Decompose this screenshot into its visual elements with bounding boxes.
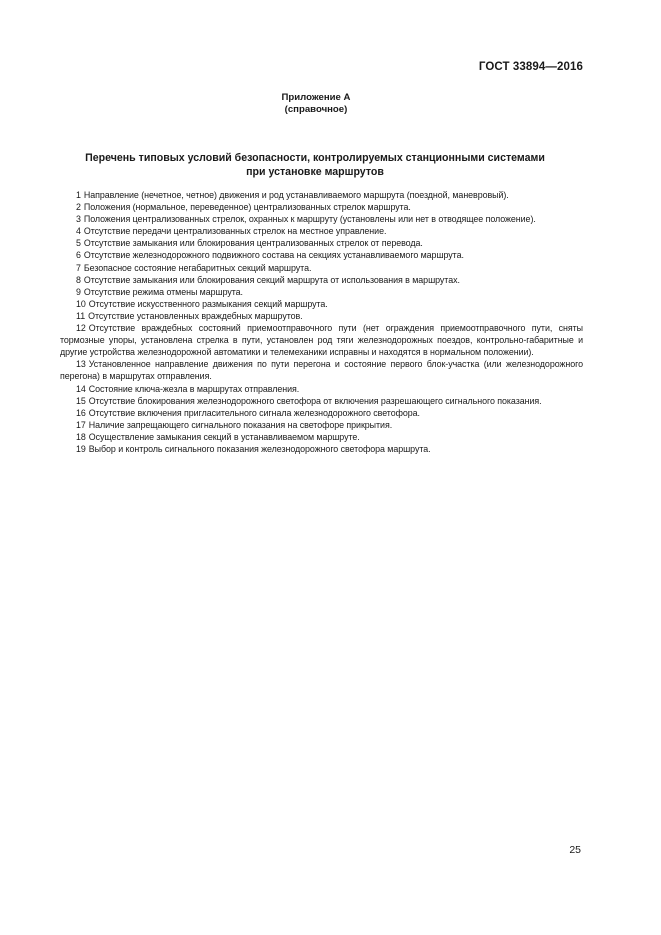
condition-number: 5: [76, 238, 81, 249]
condition-number: 1: [76, 190, 81, 200]
appendix-subtitle: (справочное): [284, 104, 348, 115]
condition-text: Положения (нормальное, переведенное) централизованных стрелок маршрута.: [83, 202, 411, 213]
condition-item: [60, 286, 583, 298]
condition-number: 2: [76, 202, 81, 213]
conditions-list: [60, 189, 583, 455]
condition-text: Отсутствие включения пригласительного сигнала железнодорожного светофора.: [88, 407, 420, 418]
condition-text: Отсутствие враждебных состояний приемоотправочного пути (нет ограждения приемоотправочного пути, сняты тормозные упоры, установлена стрелка в пути, установлен род тяги железнодорожных поездов, контрольно-габаритные и другие устройства железнодорожной автоматики и телемеханики исправны и находятся в нормальном положении).: [60, 323, 583, 358]
condition-number: 12: [76, 323, 86, 334]
condition-item: [60, 358, 583, 382]
condition-text: Направление (нечетное, четное) движения и род устанавливаемого маршрута (поездной, маневровый).: [83, 190, 509, 200]
condition-text: Состояние ключа-жезла в маршрутах отправления.: [88, 383, 300, 394]
condition-item: [60, 201, 583, 213]
standard-code: ГОСТ 33894—2016: [478, 61, 583, 73]
condition-item: [60, 431, 583, 443]
condition-item: [60, 419, 583, 431]
condition-number: 15: [76, 395, 86, 406]
condition-text: Отсутствие железнодорожного подвижного состава на секциях устанавливаемого маршрута.: [83, 250, 464, 261]
condition-item: [60, 189, 583, 201]
condition-item: [60, 443, 583, 455]
condition-item: [60, 310, 583, 322]
condition-item: [60, 407, 583, 419]
condition-number: 19: [76, 443, 86, 454]
condition-item: [60, 298, 583, 310]
condition-number: 14: [76, 383, 86, 394]
document-title-line-2: при установке маршрутов: [246, 166, 384, 178]
condition-number: 8: [76, 274, 81, 285]
condition-text: Отсутствие замыкания или блокирования секций маршрута от использования в маршрутах.: [83, 274, 460, 285]
condition-text: Отсутствие искусственного размыкания секций маршрута.: [88, 298, 328, 309]
condition-item: [60, 237, 583, 249]
condition-item: [60, 395, 583, 407]
condition-text: Отсутствие замыкания или блокирования централизованных стрелок от перевода.: [83, 238, 423, 249]
condition-number: 6: [76, 250, 81, 261]
condition-item: [60, 274, 583, 286]
condition-number: 9: [76, 286, 81, 297]
condition-number: 17: [76, 419, 86, 430]
condition-text: Установленное направление движения по пути перегона и состояние первого блок-участка (или железнодорожного перегона) в маршрутах отправления.: [60, 359, 583, 382]
document-title-line-1: Перечень типовых условий безопасности, контролируемых станционными системами: [85, 152, 545, 164]
condition-item: [60, 383, 583, 395]
condition-number: 18: [76, 431, 86, 442]
condition-text: Отсутствие режима отмены маршрута.: [83, 286, 243, 297]
page-number: 25: [569, 844, 581, 856]
condition-text: Отсутствие передачи централизованных стрелок на местное управление.: [83, 226, 387, 237]
condition-item: [60, 322, 583, 358]
condition-text: Отсутствие установленных враждебных маршрутов.: [88, 310, 303, 321]
condition-item: [60, 225, 583, 237]
condition-number: 13: [76, 359, 86, 370]
appendix-title: Приложение А: [281, 92, 351, 103]
condition-item: [60, 262, 583, 274]
condition-number: 16: [76, 407, 86, 418]
condition-text: Наличие запрещающего сигнального показания на светофоре прикрытия.: [88, 419, 393, 430]
appendix-heading: [0, 92, 632, 116]
document-title: [56, 151, 574, 179]
condition-item: [60, 249, 583, 261]
condition-item: [60, 213, 583, 225]
condition-number: 11: [76, 310, 86, 321]
condition-text: Положения централизованных стрелок, охранных к маршруту (установлены или нет в отводящее положение).: [83, 214, 536, 225]
condition-number: 7: [76, 262, 81, 273]
condition-text: Безопасное состояние негабаритных секций маршрута.: [83, 262, 312, 273]
condition-number: 4: [76, 226, 81, 237]
condition-text: Осуществление замыкания секций в устанавливаемом маршруте.: [88, 431, 360, 442]
condition-text: Выбор и контроль сигнального показания железнодорожного светофора маршрута.: [88, 443, 431, 454]
condition-number: 3: [76, 214, 81, 225]
condition-text: Отсутствие блокирования железнодорожного светофора от включения разрешающего сигнального показания.: [88, 395, 542, 406]
condition-number: 10: [76, 298, 86, 309]
